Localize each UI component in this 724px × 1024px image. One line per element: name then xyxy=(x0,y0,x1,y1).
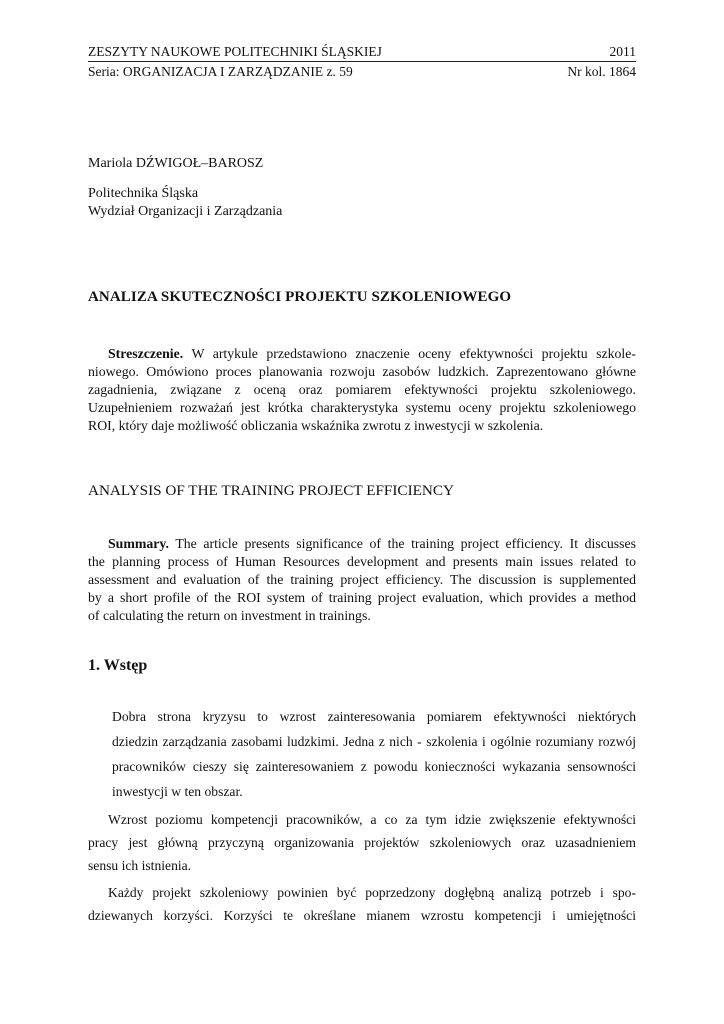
abstract-polish-line: ROI, który daje możliwość obliczania wskaźnika zwrotu z inwestycji w szkolenia. xyxy=(88,418,544,433)
abstract-polish-line: niowego. Omówiono proces planowania rozwoju zasobów ludzkich. Zaprezentowano główne xyxy=(88,364,636,379)
affiliation xyxy=(88,185,636,221)
paper-title-english: ANALYSIS OF THE TRAINING PROJECT EFFICIENCY xyxy=(88,482,454,499)
abstract-english xyxy=(88,535,636,625)
author-name: Mariola DŹWIGOŁ–BAROSZ xyxy=(88,156,264,171)
body-line: dziewanych korzyści. Korzyści te określane mianem wzrostu kompetencji i umiejętności xyxy=(88,908,636,923)
section-heading: 1. Wstęp xyxy=(88,657,148,674)
abstract-english-line: Summary. The article presents significance of the training project efficiency. It discusses xyxy=(108,536,636,551)
paragraph-2 xyxy=(88,808,636,877)
abstract-english-label: Summary. xyxy=(108,536,169,551)
header-rule xyxy=(88,61,636,62)
running-header xyxy=(88,43,636,80)
body-line: dziedzin zarządzania zasobami ludzkimi. Jedna z nich - szkolenia i ogólnie rozumiany rozwój xyxy=(112,734,636,749)
volume-number: Nr kol. 1864 xyxy=(567,64,636,79)
journal-name: ZESZYTY NAUKOWE POLITECHNIKI ŚLĄSKIEJ xyxy=(88,44,382,59)
abstract-polish-line: Uzupełnieniem rozważań jest krótka charakterystyka systemu oceny projektu szkoleniowego xyxy=(88,400,636,415)
abstract-polish-line: Streszczenie. W artykule przedstawiono znaczenie oceny efektywności projektu szkole- xyxy=(108,346,636,361)
paper-title-polish: ANALIZA SKUTECZNOŚCI PROJEKTU SZKOLENIOWEGO xyxy=(88,289,512,305)
publication-year: 2011 xyxy=(609,44,636,59)
abstract-english-line: of calculating the return on investment in trainings. xyxy=(88,608,371,623)
abstract-english-line: the planning process of Human Resources development and presents main issues related to xyxy=(88,554,636,569)
paragraph-3 xyxy=(88,881,636,927)
university-name: Politechnika Śląska xyxy=(88,186,199,201)
body-text xyxy=(88,704,636,927)
abstract-polish xyxy=(88,345,636,435)
abstract-english-line: by a short profile of the ROI system of training project evaluation, which provides a method xyxy=(88,590,636,605)
abstract-english-line: assessment and evaluation of the training project efficiency. The discussion is supplemented xyxy=(88,572,636,587)
abstract-polish-line: zagadnienia, związane z oceną oraz pomiarem efektywności projektu szkoleniowego. xyxy=(88,382,636,397)
body-line: inwestycji w ten obszar. xyxy=(112,784,243,799)
series-name: Seria: ORGANIZACJA I ZARZĄDZANIE z. 59 xyxy=(88,64,353,79)
body-line: pracowników cieszy się zainteresowaniem z powodu konieczności wykazania sensowności xyxy=(112,759,636,774)
body-line: pracy jest główną przyczyną organizowania projektów szkoleniowych oraz uzasadnieniem xyxy=(88,835,636,850)
abstract-polish-label: Streszczenie. xyxy=(108,346,184,361)
body-line: Każdy projekt szkoleniowy powinien być poprzedzony dogłębną analizą potrzeb i spo- xyxy=(108,885,636,900)
body-line: Wzrost poziomu kompetencji pracowników, a co za tym idzie zwiększenie efektywności xyxy=(108,812,636,827)
body-line: Dobra strona kryzysu to wzrost zainteresowania pomiarem efektywności niektórych xyxy=(112,709,636,724)
body-line: sensu ich istnienia. xyxy=(88,858,192,873)
paragraph-1 xyxy=(88,704,636,804)
faculty-name: Wydział Organizacji i Zarządzania xyxy=(88,204,283,219)
